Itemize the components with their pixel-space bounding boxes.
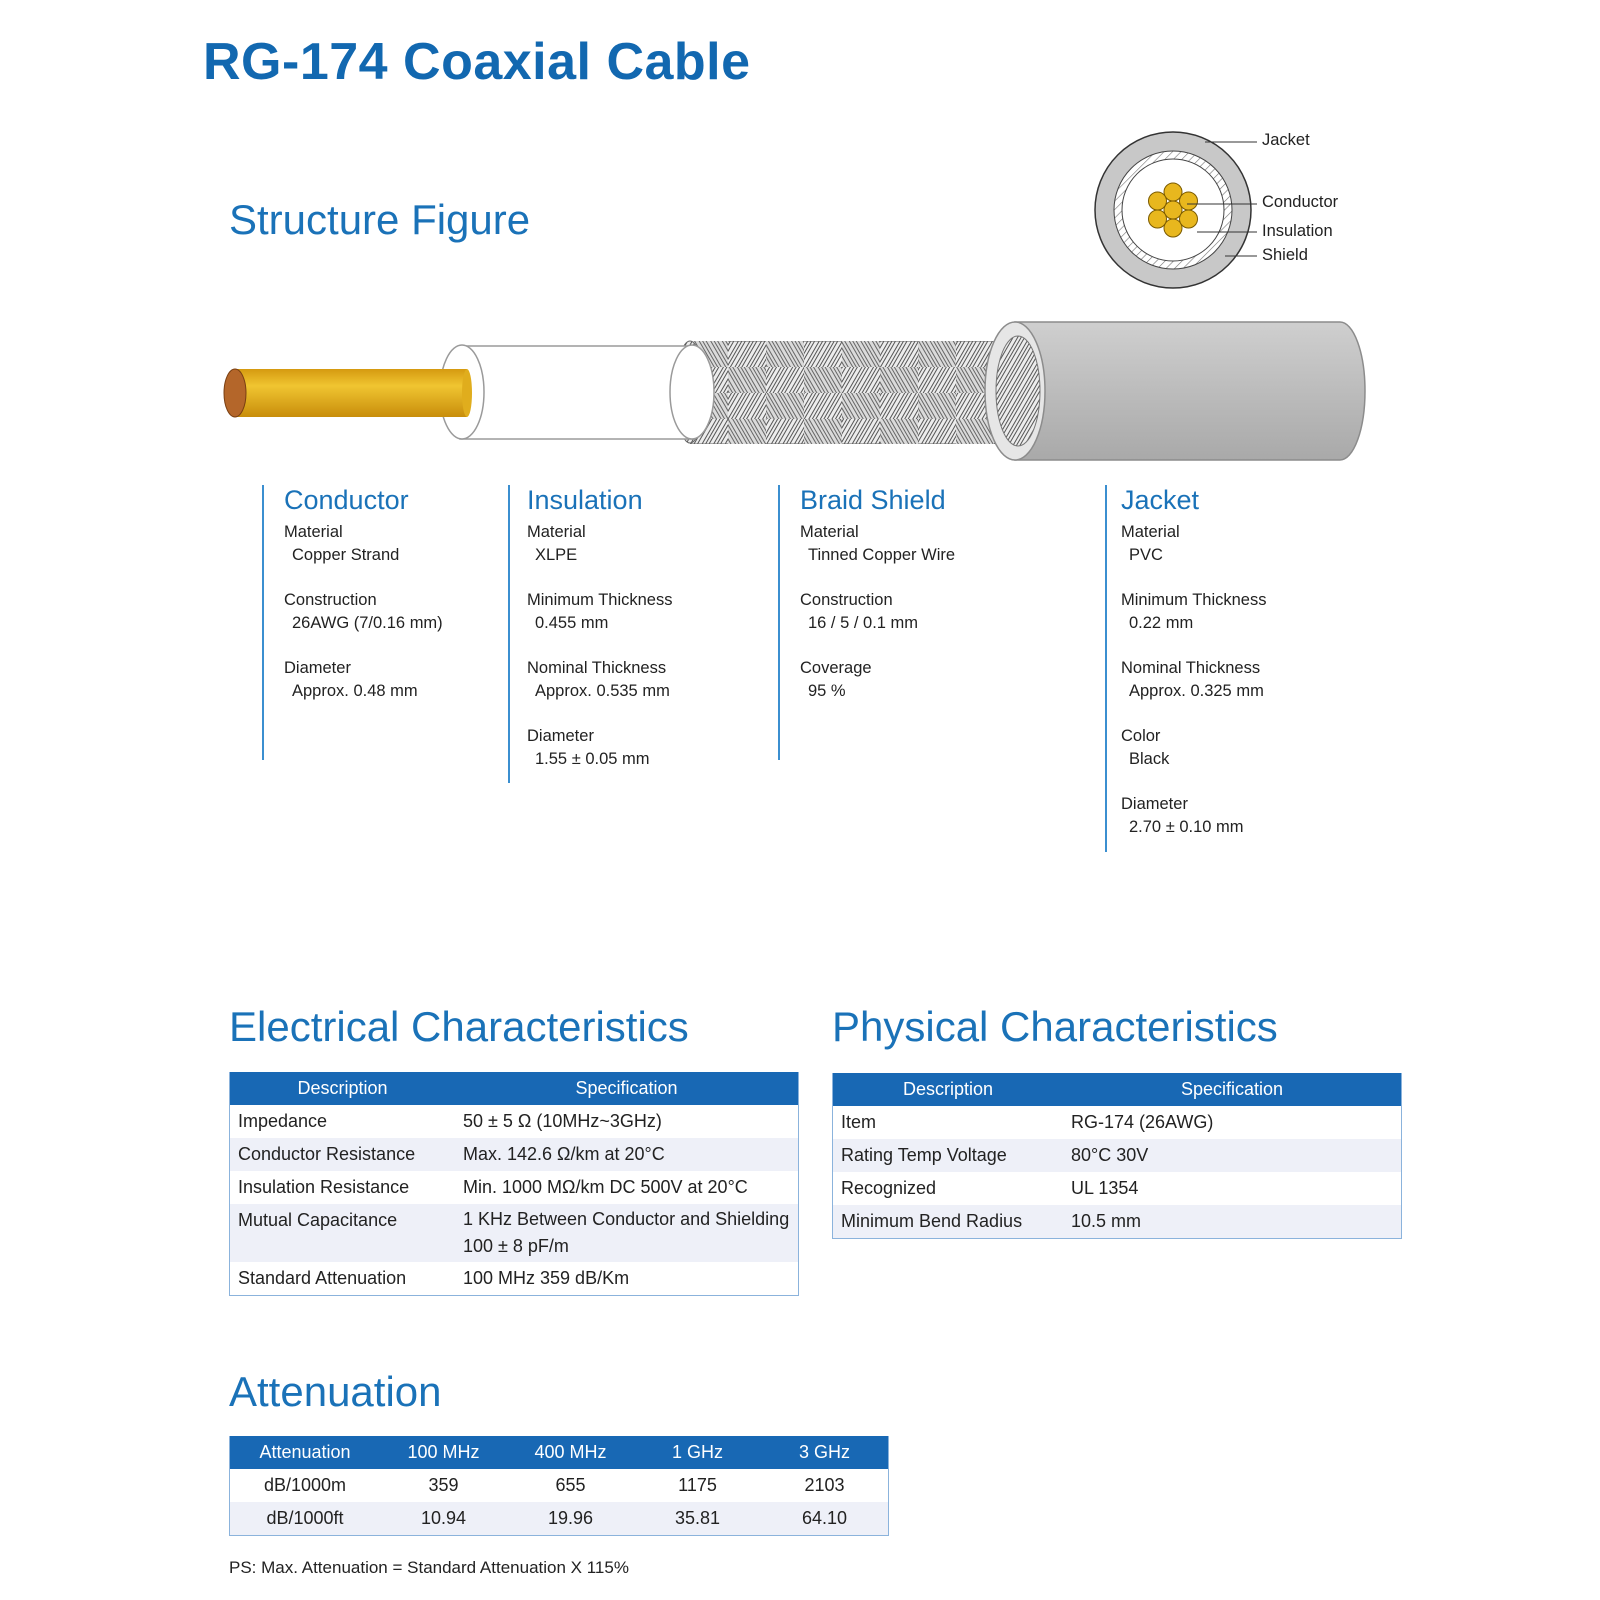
field-label: Material xyxy=(800,523,859,541)
field-label: Nominal Thickness xyxy=(1121,659,1261,677)
column-insulation xyxy=(508,485,757,783)
table-row xyxy=(833,1205,1401,1238)
field-value: Approx. 0.535 mm xyxy=(535,682,670,700)
physical-table-container xyxy=(832,1073,1402,1239)
column-jacket xyxy=(1105,485,1381,852)
field-label: Diameter xyxy=(527,727,594,745)
field-label: Minimum Thickness xyxy=(527,591,673,609)
cross-label-conductor: Conductor xyxy=(1262,193,1339,211)
table-cell: dB/1000ft xyxy=(230,1502,380,1535)
conductor-segment xyxy=(235,369,467,417)
table-row xyxy=(833,1139,1401,1172)
table-row xyxy=(833,1106,1401,1139)
table-cell: Item xyxy=(841,1112,877,1132)
table-header: 3 GHz xyxy=(761,1436,888,1469)
table-header: Specification xyxy=(1063,1073,1401,1106)
table-cell: Standard Attenuation xyxy=(238,1268,407,1288)
field-label: Coverage xyxy=(800,659,872,677)
table-cell: Impedance xyxy=(238,1111,328,1131)
field-value: 16 / 5 / 0.1 mm xyxy=(808,614,919,632)
table-row xyxy=(230,1469,888,1502)
table-cell: Max. 142.6 Ω/km at 20°C xyxy=(455,1138,798,1171)
table-cell: Rating Temp Voltage xyxy=(833,1139,1063,1172)
table-row xyxy=(230,1204,798,1262)
electrical-table-container xyxy=(229,1072,799,1296)
field-label: Minimum Thickness xyxy=(1121,591,1267,609)
table-cell: 50 ± 5 Ω (10MHz~3GHz) xyxy=(463,1111,662,1131)
field-label: Nominal Thickness xyxy=(527,659,667,677)
field-value: 0.22 mm xyxy=(1129,614,1194,632)
attenuation-note: PS: Max. Attenuation = Standard Attenuation X 115% xyxy=(229,1558,629,1577)
attenuation-table xyxy=(230,1436,888,1535)
table-cell xyxy=(455,1204,798,1262)
table-row xyxy=(230,1502,888,1535)
cable-side-view-figure xyxy=(220,315,1400,475)
column-title: Braid Shield xyxy=(800,485,946,515)
jacket-segment xyxy=(1015,322,1365,460)
table-cell: Mutual Capacitance xyxy=(230,1204,455,1262)
field-value: 26AWG (7/0.16 mm) xyxy=(292,614,443,632)
table-header: 100 MHz xyxy=(380,1436,507,1469)
field-value: PVC xyxy=(1129,546,1163,564)
table-cell: 100 MHz 359 dB/Km xyxy=(463,1268,630,1288)
column-title: Insulation xyxy=(527,485,643,515)
cross-label-shield: Shield xyxy=(1262,246,1308,264)
table-cell: 359 xyxy=(428,1475,459,1495)
field-value: 2.70 ± 0.10 mm xyxy=(1129,818,1244,836)
cross-label-jacket: Jacket xyxy=(1262,131,1310,149)
table-cell: 64.10 xyxy=(761,1502,888,1535)
field-value: Black xyxy=(1129,750,1170,768)
field-value: Approx. 0.48 mm xyxy=(292,682,418,700)
table-cell: 655 xyxy=(555,1475,586,1495)
physical-heading: Physical Characteristics xyxy=(832,1003,1278,1050)
table-row xyxy=(230,1105,798,1138)
field-label: Color xyxy=(1121,727,1161,745)
table-cell: 1175 xyxy=(678,1475,717,1495)
electrical-heading: Electrical Characteristics xyxy=(229,1003,689,1050)
structure-heading: Structure Figure xyxy=(229,196,531,243)
table-cell-line: 100 ± 8 pF/m xyxy=(463,1236,569,1256)
table-row xyxy=(833,1172,1401,1205)
field-value: Approx. 0.325 mm xyxy=(1129,682,1264,700)
table-cell: RG-174 (26AWG) xyxy=(1071,1112,1214,1132)
column-title: Conductor xyxy=(284,485,409,515)
field-label: Diameter xyxy=(1121,795,1188,813)
column-braid-shield xyxy=(778,485,1080,760)
table-cell: 2103 xyxy=(804,1475,845,1495)
cross-label-insulation: Insulation xyxy=(1262,222,1333,240)
table-cell: dB/1000m xyxy=(263,1475,347,1495)
table-row xyxy=(230,1138,798,1171)
field-label: Construction xyxy=(284,591,377,609)
table-header: 1 GHz xyxy=(634,1436,761,1469)
table-cell: Minimum Bend Radius xyxy=(833,1205,1063,1238)
table-cell: UL 1354 xyxy=(1071,1178,1139,1198)
electrical-table xyxy=(230,1072,798,1295)
field-label: Material xyxy=(284,523,343,541)
table-cell: Min. 1000 MΩ/km DC 500V at 20°C xyxy=(463,1177,748,1197)
table-cell: 80°C 30V xyxy=(1063,1139,1401,1172)
cable-cross-section-figure xyxy=(1085,120,1415,295)
field-label: Diameter xyxy=(284,659,351,677)
physical-table xyxy=(833,1073,1401,1238)
table-cell: Insulation Resistance xyxy=(238,1177,410,1197)
table-cell: 10.5 mm xyxy=(1063,1205,1401,1238)
table-cell: 35.81 xyxy=(634,1502,761,1535)
table-header: Description xyxy=(230,1072,455,1105)
table-header: 400 MHz xyxy=(507,1436,634,1469)
table-row xyxy=(230,1171,798,1204)
table-header: Attenuation xyxy=(230,1436,380,1469)
page-title: RG-174 Coaxial Cable xyxy=(203,33,751,91)
field-label: Construction xyxy=(800,591,893,609)
table-row xyxy=(230,1262,798,1295)
table-cell: 10.94 xyxy=(380,1502,507,1535)
field-value: XLPE xyxy=(535,546,578,564)
field-label: Material xyxy=(1121,523,1180,541)
insulation-segment xyxy=(460,346,692,439)
field-value: Tinned Copper Wire xyxy=(808,546,956,564)
field-label: Material xyxy=(527,523,586,541)
field-value: 95 % xyxy=(808,682,846,700)
attenuation-table-container xyxy=(229,1436,889,1536)
table-cell: 19.96 xyxy=(507,1502,634,1535)
column-title: Jacket xyxy=(1121,485,1200,515)
table-cell: Recognized xyxy=(841,1178,937,1198)
table-header: Description xyxy=(833,1073,1063,1106)
field-value: 1.55 ± 0.05 mm xyxy=(535,750,650,768)
attenuation-heading: Attenuation xyxy=(229,1368,442,1415)
field-value: 0.455 mm xyxy=(535,614,609,632)
braid-shield-segment xyxy=(690,341,1032,445)
table-cell-line: 1 KHz Between Conductor and Shielding xyxy=(463,1209,790,1229)
table-cell: Conductor Resistance xyxy=(230,1138,455,1171)
field-value: Copper Strand xyxy=(292,546,400,564)
column-conductor xyxy=(262,485,499,760)
table-header: Specification xyxy=(455,1072,798,1105)
